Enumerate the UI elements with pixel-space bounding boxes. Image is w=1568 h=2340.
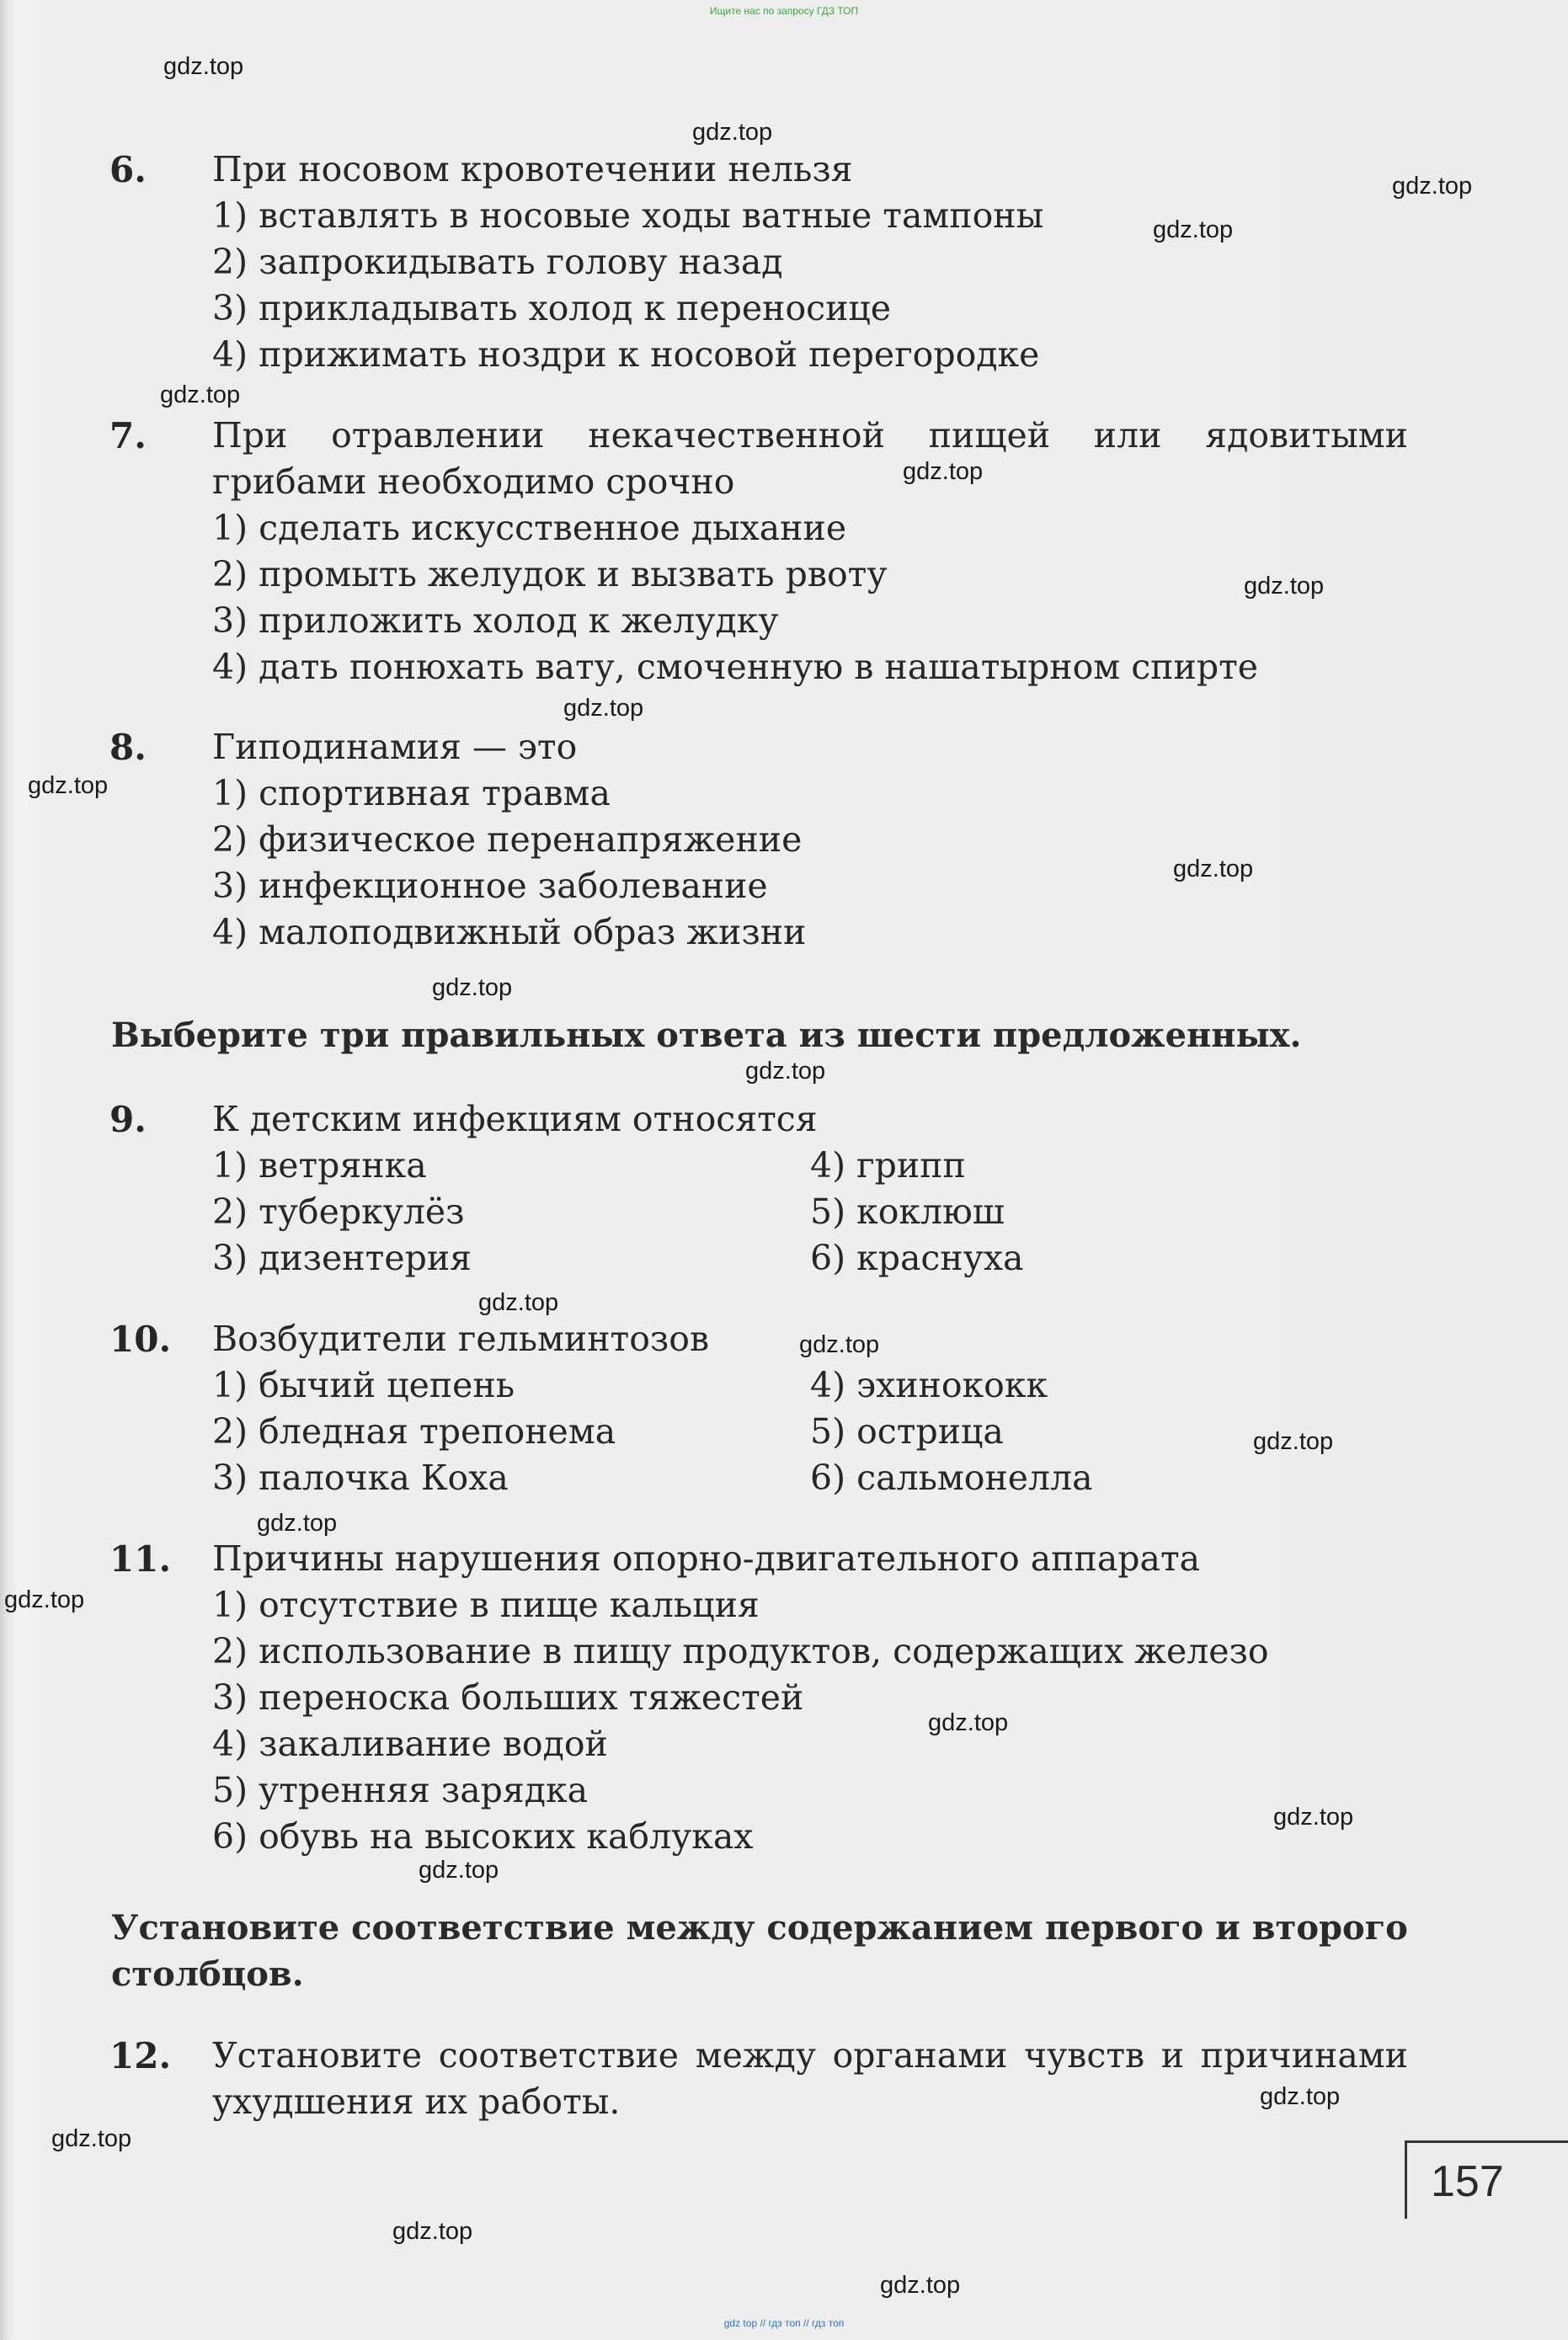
question-text: Установите соответствие между органами чувств и причинами ухудшения их работы. xyxy=(212,2035,1408,2122)
answer-option: 2) туберкулёз xyxy=(212,1191,465,1232)
section-instruction: Установите соответствие между содержанием первого и второго столбцов. xyxy=(111,1908,1408,1994)
answer-option: 3) прикладывать холод к переносице xyxy=(212,288,892,328)
watermark: gdz.top xyxy=(257,1510,338,1537)
question-6 xyxy=(109,147,1423,378)
watermark: gdz.top xyxy=(563,695,644,722)
question-number: 8. xyxy=(109,727,147,768)
answer-option: 6) обувь на высоких каблуках xyxy=(212,1816,754,1857)
page-number: 157 xyxy=(1431,2157,1504,2206)
watermark: gdz.top xyxy=(419,1857,499,1884)
answer-option: 4) закаливание водой xyxy=(212,1724,608,1764)
answer-option: 1) бычий цепень xyxy=(212,1365,515,1405)
watermark: gdz.top xyxy=(432,974,513,1001)
page-number-box xyxy=(1405,2140,1568,2219)
question-number: 7. xyxy=(109,415,147,456)
answer-option: 3) палочка Коха xyxy=(212,1458,509,1498)
question-number: 11. xyxy=(109,1538,172,1580)
watermark: gdz.top xyxy=(745,1058,826,1085)
question-text: Возбудители гельминтозов xyxy=(212,1319,710,1359)
question-7 xyxy=(109,413,1423,690)
watermark: gdz.top xyxy=(692,119,773,146)
watermark: gdz.top xyxy=(1253,1428,1334,1455)
answer-option: 2) запрокидывать голову назад xyxy=(212,242,783,282)
answer-option: 5) коклюш xyxy=(810,1191,1005,1232)
question-10 xyxy=(109,1316,1423,1501)
watermark: gdz.top xyxy=(1260,2083,1341,2110)
watermark: gdz.top xyxy=(1273,1804,1354,1831)
question-8 xyxy=(109,724,1423,956)
answer-option: 4) дать понюхать вату, смоченную в нашатырном спирте xyxy=(212,647,1259,687)
watermark: gdz.top xyxy=(928,1709,1009,1736)
answer-option: 2) физическое перенапряжение xyxy=(212,819,803,860)
question-number: 6. xyxy=(109,149,147,190)
question-number: 9. xyxy=(109,1099,147,1140)
answer-option: 3) инфекционное заболевание xyxy=(212,866,768,906)
footer-separator: // xyxy=(757,2317,769,2329)
answer-option: 1) ветрянка xyxy=(212,1145,427,1186)
question-11 xyxy=(109,1536,1423,1860)
watermark: gdz.top xyxy=(880,2272,961,2299)
answer-option: 4) прижимать ноздри к носовой перегородке xyxy=(212,334,1040,375)
question-text: При отравлении некачественной пищей или ядовитыми грибами необходимо срочно xyxy=(212,415,1408,502)
answer-option: 2) использование в пищу продуктов, содержащих железо xyxy=(212,1631,1269,1671)
question-number: 12. xyxy=(109,2035,172,2076)
answer-option: 4) эхинококк xyxy=(810,1365,1048,1405)
answer-option: 5) острица xyxy=(810,1411,1004,1452)
answer-option: 4) грипп xyxy=(810,1145,966,1186)
answer-option: 5) утренняя зарядка xyxy=(212,1770,589,1810)
question-text: При носовом кровотечении нельзя xyxy=(212,149,853,189)
watermark: gdz.top xyxy=(4,1586,85,1613)
question-text: К детским инфекциям относятся xyxy=(212,1099,818,1139)
watermark: gdz.top xyxy=(163,53,244,80)
footer-separator: // xyxy=(800,2317,813,2329)
watermark: gdz.top xyxy=(392,2218,473,2245)
answer-option: 2) промыть желудок и вызвать рвоту xyxy=(212,554,888,594)
footer-link[interactable]: гдз топ xyxy=(812,2317,845,2329)
answer-option: 6) краснуха xyxy=(810,1238,1024,1278)
watermark: gdz.top xyxy=(160,381,241,408)
header-search-link[interactable]: Ищите нас по запросу ГДЗ ТОП xyxy=(709,5,859,17)
answer-option: 1) вставлять в носовые ходы ватные тампоны xyxy=(212,195,1044,236)
question-text: Причины нарушения опорно-двигательного аппарата xyxy=(212,1538,1201,1579)
watermark: gdz.top xyxy=(903,458,984,485)
footer-link[interactable]: гдз топ xyxy=(768,2317,801,2329)
question-number: 10. xyxy=(109,1319,172,1360)
footer-links xyxy=(0,2317,1568,2329)
watermark: gdz.top xyxy=(1173,856,1254,882)
watermark: gdz.top xyxy=(1153,216,1234,243)
watermark: gdz.top xyxy=(799,1331,880,1358)
watermark: gdz.top xyxy=(478,1289,559,1316)
answer-option: 6) сальмонелла xyxy=(810,1458,1093,1498)
footer-link[interactable]: gdz top xyxy=(723,2317,758,2329)
watermark: gdz.top xyxy=(51,2125,132,2152)
answer-option: 3) приложить холод к желудку xyxy=(212,600,779,641)
watermark: gdz.top xyxy=(28,772,109,799)
question-9 xyxy=(109,1096,1423,1282)
question-text: Гиподинамия — это xyxy=(212,727,578,767)
answer-option: 3) дизентерия xyxy=(212,1238,472,1278)
answer-option: 4) малоподвижный образ жизни xyxy=(212,912,807,952)
answer-option: 1) отсутствие в пище кальция xyxy=(212,1585,760,1625)
answer-option: 1) сделать искусственное дыхание xyxy=(212,508,847,548)
watermark: gdz.top xyxy=(1392,173,1473,200)
answer-option: 1) спортивная травма xyxy=(212,773,611,813)
section-instruction: Выберите три правильных ответа из шести предложенных. xyxy=(111,1015,1302,1055)
watermark: gdz.top xyxy=(1244,573,1325,600)
answer-option: 2) бледная трепонема xyxy=(212,1411,616,1452)
answer-option: 3) переноска больших тяжестей xyxy=(212,1677,804,1718)
question-12 xyxy=(109,2033,1423,2125)
